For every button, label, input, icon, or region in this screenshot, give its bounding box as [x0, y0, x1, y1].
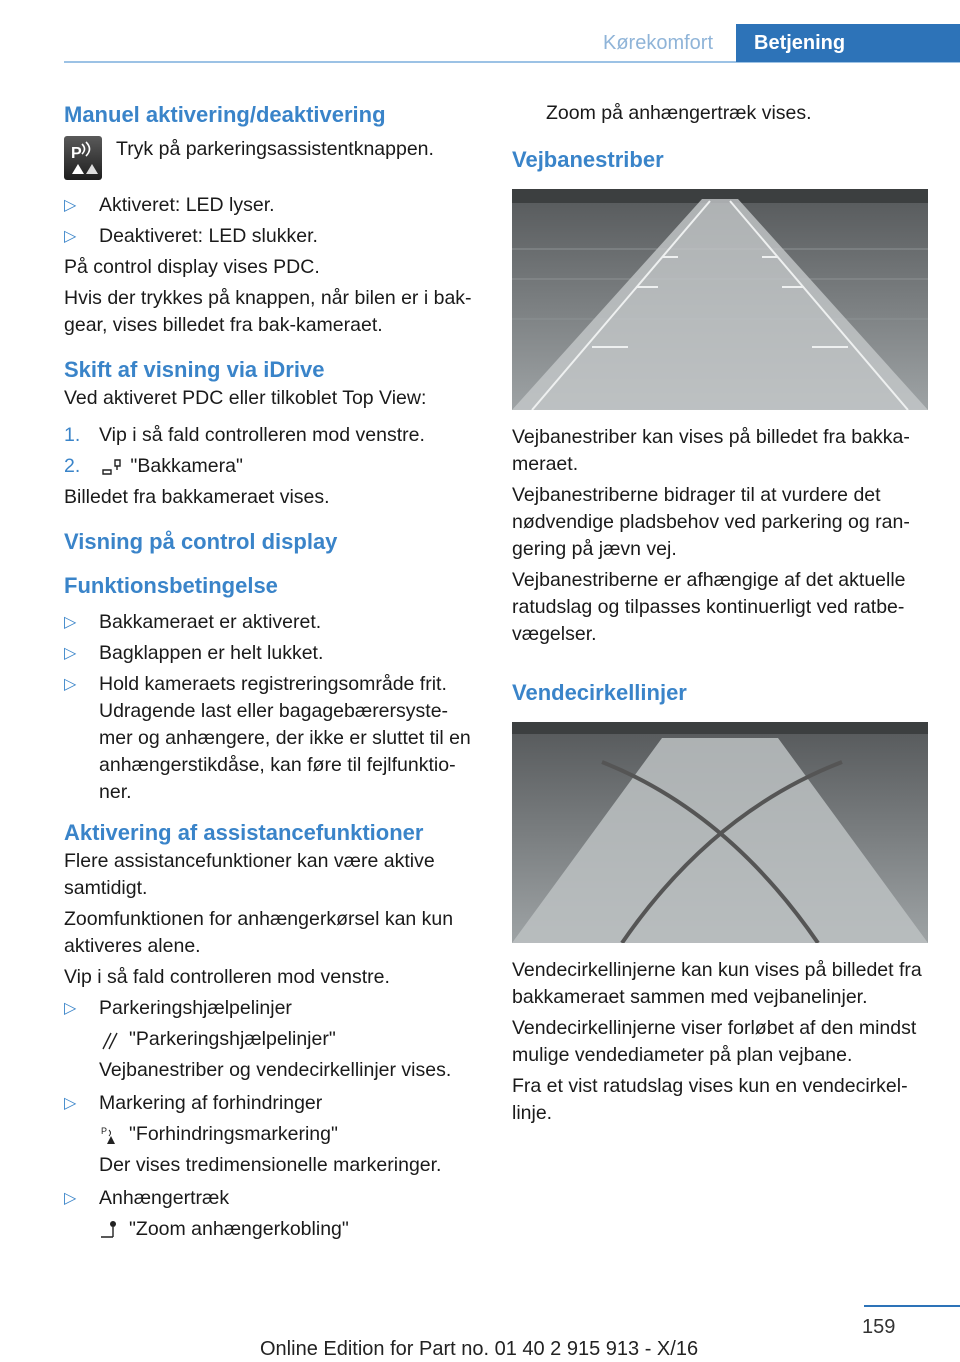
triangle-bullet-icon: ▷ [64, 614, 77, 631]
paragraph: Flere assistancefunktioner kan være aktive samtidigt. [64, 850, 435, 899]
triangle-bullet-icon: ▷ [64, 676, 77, 693]
menu-entry: "Parkeringshjælpelinjer" [99, 1026, 480, 1053]
heading-vendecirkel: Vendecirkellinjer [512, 680, 687, 705]
pdc-button-icon [64, 136, 102, 180]
tab-korekomfort[interactable]: Kørekomfort [602, 32, 714, 54]
heading-funktion: Funktionsbetingelse [64, 573, 278, 598]
list-item: ▷ Anhængertræk [64, 1185, 480, 1212]
right-column [512, 100, 928, 1131]
heading-vejbanestriber: Vejbanestriber [512, 147, 664, 172]
paragraph: Vejbanestriberne bidrager til at vurdere det nødvendige pladsbehov ved parkering og ran-gering på jævn vej. [512, 484, 910, 560]
list-item: ▷ Deaktiveret: LED slukker. [64, 223, 480, 250]
paragraph: Vendecirkellinjerne kan kun vises på billedet fra bakkameraet sammen med vejbanelinjer. [512, 959, 922, 1008]
paragraph: Zoom på anhængertræk vises. [546, 102, 812, 124]
paragraph: Vendecirkellinjerne viser forløbet af den mindst mulige vendediameter på plan vejbane. [512, 1017, 917, 1066]
trailer-hitch-icon [99, 1219, 121, 1241]
list-item: ▷ Parkeringshjælpelinjer [64, 995, 480, 1022]
obstacle-marking-icon [99, 1124, 121, 1146]
paragraph: Ved aktiveret PDC eller tilkoblet Top View: [64, 387, 427, 409]
triangle-bullet-icon: ▷ [64, 1000, 77, 1017]
paragraph: Vejbanestriber kan vises på billedet fra bakka-meraet. [512, 426, 910, 475]
description: Der vises tredimensionelle markeringer. [99, 1154, 442, 1176]
paragraph: Billedet fra bakkameraet vises. [64, 486, 330, 508]
edition-footer: Online Edition for Part no. 01 40 2 915 913 - X/16 [260, 1338, 699, 1360]
paragraph: Zoomfunktionen for anhængerkørsel kan kun aktiveres alene. [64, 908, 454, 957]
list-item: ▷ Aktiveret: LED lyser. [64, 192, 480, 219]
menu-entry: P "Forhindringsmarkering" [101, 1123, 338, 1145]
list-item: 1. Vip i så fald controlleren mod venstre. [64, 424, 425, 446]
triangle-bullet-icon: ▷ [64, 645, 77, 662]
list-item: 2. "Bakkamera" [64, 455, 243, 477]
camera-icon [99, 456, 125, 478]
footer-rule [864, 1305, 960, 1307]
triangle-bullet-icon: ▷ [64, 197, 77, 214]
triangle-bullet-icon: ▷ [64, 228, 77, 245]
list-item: ▷ Hold kameraets registreringsområde frit. Udragende last eller bagagebærersyste-mer og anhængere, der ikke er sluttet til en anhængerstikdåse, kan føre til fejlfunktio-ner. [64, 673, 471, 803]
list-item: ▷ Markering af forhindringer [64, 1090, 480, 1117]
svg-text:P: P [71, 145, 82, 162]
heading-visning: Visning på control display [64, 529, 338, 554]
parking-lines-icon [99, 1029, 121, 1051]
left-column [64, 100, 480, 1247]
menu-entry: "Zoom anhængerkobling" [99, 1216, 480, 1243]
triangle-bullet-icon: ▷ [64, 1095, 77, 1112]
paragraph: Fra et vist ratudslag vises kun en vendecirkel-linje. [512, 1075, 908, 1124]
paragraph: Vip i så fald controlleren mod venstre. [64, 966, 390, 988]
turning-circle-image [512, 722, 928, 943]
heading-aktivering: Aktivering af assistancefunktioner [64, 820, 424, 845]
triangle-bullet-icon: ▷ [64, 1190, 77, 1207]
paragraph: På control display vises PDC. [64, 256, 320, 278]
lane-lines-image [512, 189, 928, 410]
tab-betjening[interactable]: Betjening [736, 24, 960, 62]
paragraph: Vejbanestriberne er afhængige af det aktuelle ratudslag og tilpasses kontinuerligt ved ratbe-vægelser. [512, 569, 906, 645]
heading-manual: Manuel aktivering/deaktivering [64, 102, 386, 127]
description: Vejbanestriber og vendecirkellinjer vises. [99, 1059, 452, 1081]
paragraph: Hvis der trykkes på knappen, når bilen er i bak-gear, vises billedet fra bak-kameraet. [64, 287, 472, 336]
list-item: ▷ Bagklappen er helt lukket. [64, 640, 480, 667]
heading-shift: Skift af visning via iDrive [64, 357, 325, 382]
list-item: ▷ Bakkameraet er aktiveret. [64, 609, 480, 636]
svg-text:P: P [101, 1125, 108, 1136]
page-number: 159 [862, 1316, 896, 1338]
manual-text: Tryk på parkeringsassistentknappen. [116, 138, 434, 160]
